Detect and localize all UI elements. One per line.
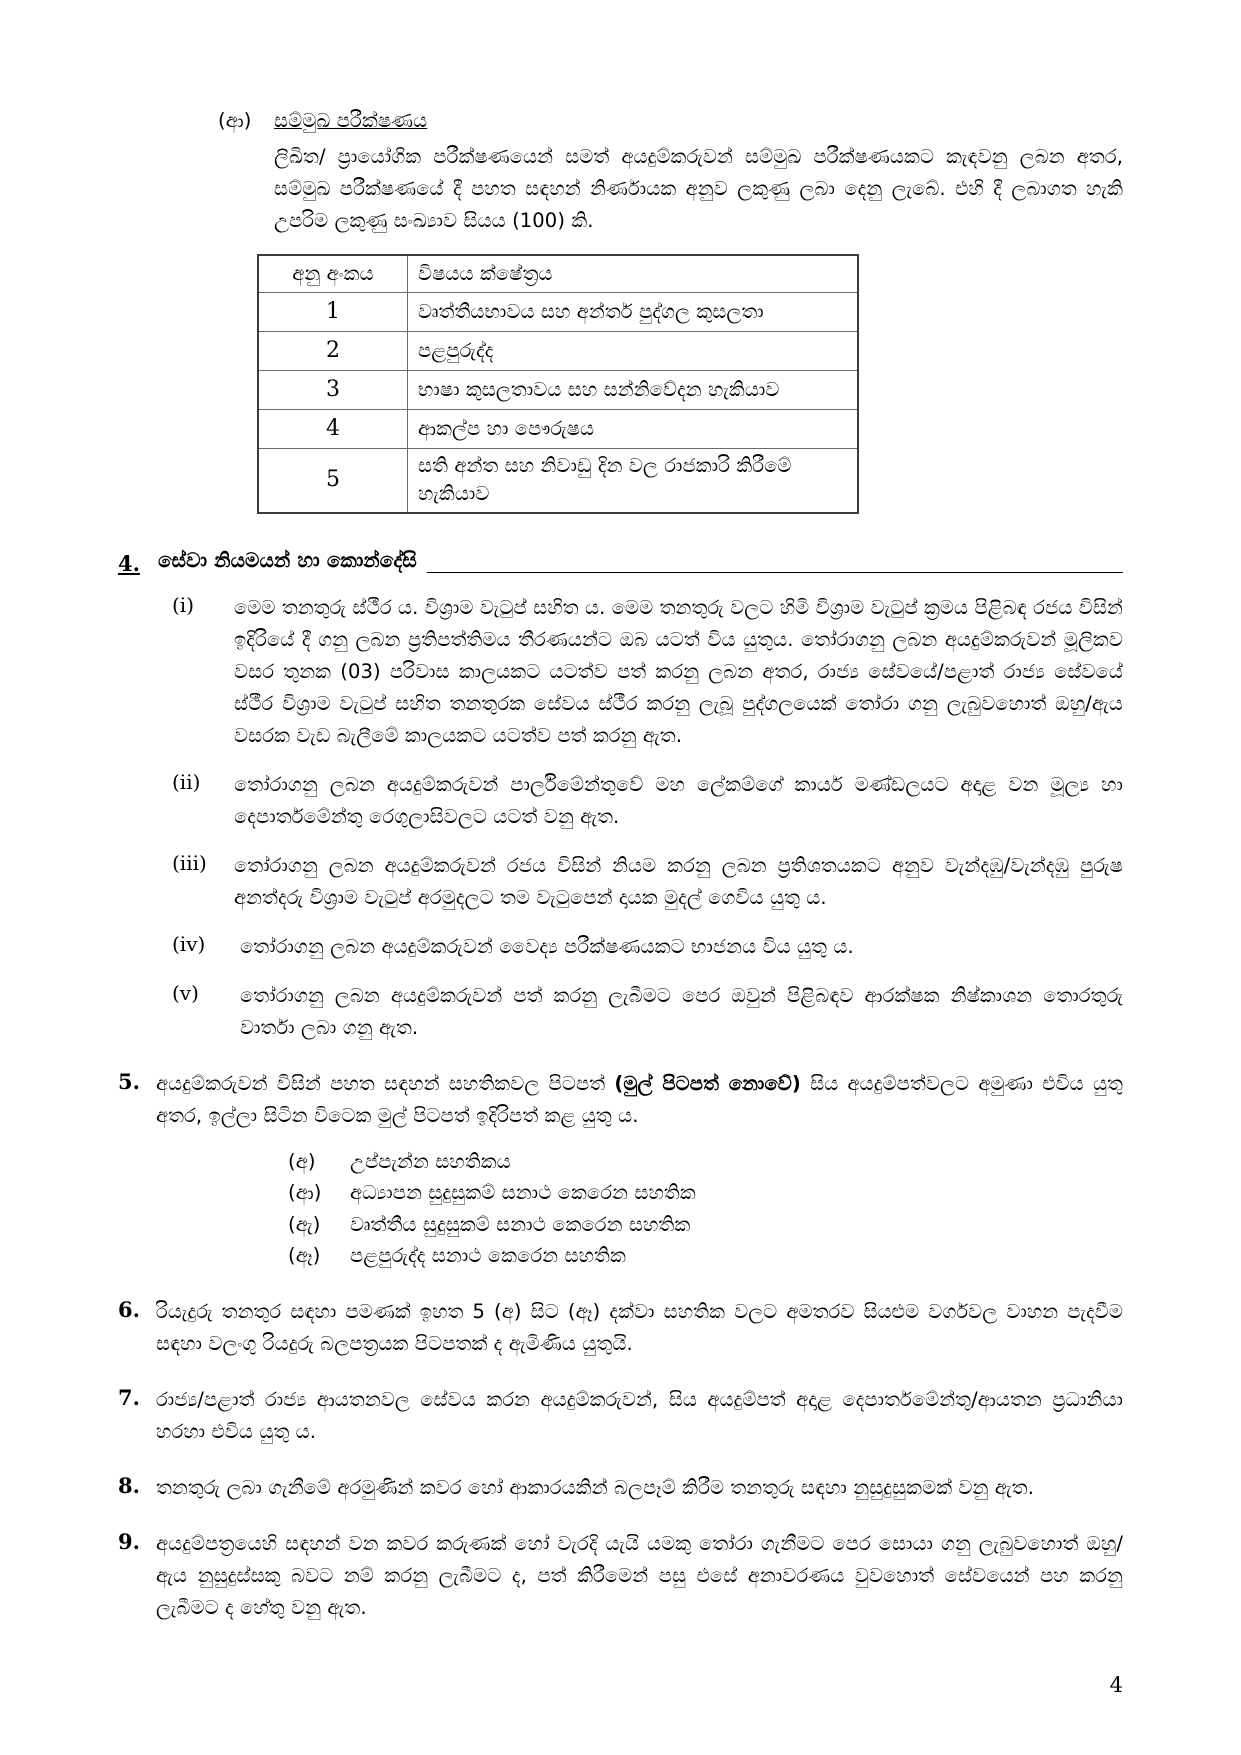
interview-section-heading: සම්මුඛ පරීක්ෂණය [274,109,428,132]
section6-number: 6. [118,1296,140,1322]
section4-item-iv [172,931,1123,963]
section4-items [172,592,1123,1044]
section7 [118,1384,1123,1448]
section4-rule [427,571,1123,573]
item-text: මෙම තනතුරු ස්ථීර ය. විශ්‍රාම වැටුප් සහිත ය. මෙම තනතුරු වලට හිමි විශ්‍රාම වැටුප් ක්‍රමය පිළිබඳ රජය විසින් ඉදිරියේ දී ගනු ලබන ප්‍රතිපත්තිමය තීරණයන්ට ඔබ යටත් විය යුතුය. තෝරාගනු ලබන අයදුම්කරුවන් මූලිකව වසර තුනක (03) පරිවාස කාලයකට යටත්ව පත් කරනු ලබන අතර, රාජ්‍ය සේවයේ/පළාත් රාජ්‍ය සේවයේ ස්ථීර විශ්‍රාම වැටුප් සහිත තනතුරක සේවය ස්ථීර කරනු ලැබූ පුද්ගලයෙක් තෝරා ගනු ලැබුවහොත් ඔහු/ඇය වසරක වැඩ බැලීමේ කාලයකට යටත්ව පත් කරනු ඇත. [234,595,1123,747]
section7-text: රාජ්‍ය/පළාත් රාජ්‍ය ආයතනවල සේවය කරන අයදුම්කරුවන්, සිය අයදුම්පත් අදාළ දෙපාර්තමේන්තු/ආයතන ප්‍රධානියා හරහා එවිය යුතු ය. [156,1387,1123,1443]
section5-certificate-list [288,1146,1123,1272]
certificate-text: උප්පැන්න සහතිකය [350,1149,511,1173]
section7-number: 7. [118,1384,140,1410]
section5-text [156,1068,1123,1132]
table-row [258,371,858,410]
section5-text-after: සිය අයදුම්පත්වලට අමුණා එවිය යුතු අතර, ඉල්ලා සිටින විටෙක මුල් පිටපත් ඉදිරිපත් කළ යුතු ය. [156,1071,1124,1127]
table-header-row [258,255,858,293]
certificate-text: වෘත්තීය සුදුසුකම් සනාථ කෙරෙන සහතික [350,1212,691,1236]
table-cell-subject: පළපුරුද්ද [408,332,859,371]
item-text: තෝරාගනු ලබන අයදුම්කරුවන් වෛද්‍ය පරීක්ෂණයකට භාජනය විය යුතු ය. [240,934,854,958]
table-row [258,449,858,513]
table-cell-subject: සති අන්ත සහ නිවාඩු දින වල රාජකාරි කිරීමේ හැකියාව [408,449,859,513]
table-cell-no: 5 [258,449,408,513]
criteria-table-wrapper [257,254,1123,513]
table-row [258,332,858,371]
interview-section [218,105,1123,236]
item-marker: (i) [172,592,195,617]
section5-number: 5. [118,1068,140,1094]
section5 [118,1068,1123,1132]
table-cell-subject: ආකල්ප හා පෞරුෂය [408,410,859,449]
table-cell-no: 1 [258,293,408,332]
section4-item-i [172,592,1123,752]
certificate-item [288,1177,1123,1209]
item-text: තෝරාගනු ලබන අයදුම්කරුවන් පත් කරනු ලැබීමට පෙර ඔවුන් පිළිබඳව ආරක්ෂක නිෂ්කාශන තොරතුරු වාර්තා ලබා ගනු ඇත. [240,983,1123,1039]
item-marker: (iv) [172,931,206,956]
table-cell-no: 2 [258,332,408,371]
certificate-marker: (ඇ) [288,1212,321,1236]
section5-bold-note: (මුල් පිටපත් නොවේ) [614,1071,801,1095]
interview-section-marker: (ආ) [218,109,252,132]
section4-item-ii [172,769,1123,833]
section4-item-v [172,980,1123,1044]
table-header-no: අනු අංකය [258,255,408,293]
section8-text: තනතුරු ලබා ගැනීමේ අරමුණින් කවර හෝ ආකාරයකින් බලපෑම් කිරීම තනතුරු සඳහා නුසුදුසුකමක් වනු ඇත. [156,1475,1035,1499]
certificate-text: අධ්‍යාපන සුදුසුකම් සනාථ කෙරෙන සහතික [350,1181,696,1205]
table-cell-no: 3 [258,371,408,410]
item-marker: (v) [172,980,199,1005]
item-marker: (ii) [172,769,201,794]
section6-text: රියැදුරු තනතුර සඳහා පමණක් ඉහත 5 (අ) සිට (ඈ) දක්වා සහතික වලට අමතරව සියළුම වර්ගවල වාහන පැදවීම සඳහා වලංගු රියදුරු බලපත්‍රයක පිටපතක් ද ඇමිණිය යුතුයි. [156,1299,1123,1355]
section9 [118,1528,1123,1624]
section4-title: සේවා නියමයන් හා කොන්දේසි [158,547,417,572]
certificate-item [288,1209,1123,1241]
page-number: 4 [1109,1673,1123,1697]
section5-text-before: අයදුම්කරුවන් විසින් පහත සඳහන් සහතිකවල පිටපත් [156,1071,615,1095]
table-row [258,293,858,332]
item-text: තෝරාගනු ලබන අයදුම්කරුවන් රජය විසින් නියම කරනු ලබන ප්‍රතිශතයකට අනුව වැන්දඹු/වැන්දඹු පුරුෂ අනත්දරු විශ්‍රාම වැටුප් අරමුදලට තම වැටුපෙන් දායක මුදල් ගෙවිය යුතු ය. [234,853,1123,909]
certificate-marker: (අ) [288,1149,316,1173]
criteria-table [257,254,859,513]
item-marker: (iii) [172,850,207,875]
certificate-marker: (ආ) [288,1181,322,1205]
section8-number: 8. [118,1472,140,1498]
table-cell-subject: වෘත්තීයභාවය සහ අන්තර් පුද්ගල කුසලතා [408,293,859,332]
interview-section-paragraph: ලිඛිත/ ප්‍රායෝගික පරීක්ෂණයෙන් සමත් අයදුම්කරුවන් සම්මුඛ පරීක්ෂණයකට කැඳවනු ලබන අතර, සම්මුඛ පරීක්ෂණයේ දී පහත සඳහන් නිර්ණායක අනුව ලකුණු ලබා දෙනු ලැබේ. එහි දී ලබාගත හැකි උපරිම ලකුණු සංඛ්‍යාව සියය (100) කි. [274,144,1123,232]
certificate-text: පළපුරුද්ද සනාථ කෙරෙන සහතික [350,1244,626,1268]
section9-number: 9. [118,1528,140,1554]
certificate-item [288,1240,1123,1272]
section4-number: 4. [118,550,140,576]
certificate-item [288,1146,1123,1178]
section4-item-iii [172,850,1123,914]
section9-text: අයදුම්පත්‍රයෙහි සඳහන් වන කවර කරුණක් හෝ වැරදි යැයි යමකු තෝරා ගැනීමට පෙර සොයා ගනු ලැබුවහොත් ඔහු/ඇය නුසුදුස්සකු බවට නම් කරනු ලැබීමට ද, පත් කිරීමෙන් පසු එසේ අනාවරණය වුවහොත් සේවයෙන් පහ කරනු ලැබීමට ද හේතු වනු ඇත. [156,1531,1123,1619]
section4-heading [118,544,1123,576]
certificate-marker: (ඈ) [288,1244,321,1268]
item-text: තෝරාගනු ලබන අයදුම්කරුවන් පාර්ලිමේන්තුවේ මහ ලේකම්ගේ කාර්ය මණ්ඩලයට අදාළ වන මූල්‍ය හා දෙපාර්තමේන්තු රෙගුලාසිවලට යටත් වනු ඇත. [234,772,1123,828]
table-cell-no: 4 [258,410,408,449]
section8 [118,1472,1123,1504]
section6 [118,1296,1123,1360]
table-row [258,410,858,449]
table-header-subject: විෂයය ක්ෂේත්‍රය [408,255,859,293]
table-cell-subject: භාෂා කුසලතාවය සහ සන්නිවේදන හැකියාව [408,371,859,410]
